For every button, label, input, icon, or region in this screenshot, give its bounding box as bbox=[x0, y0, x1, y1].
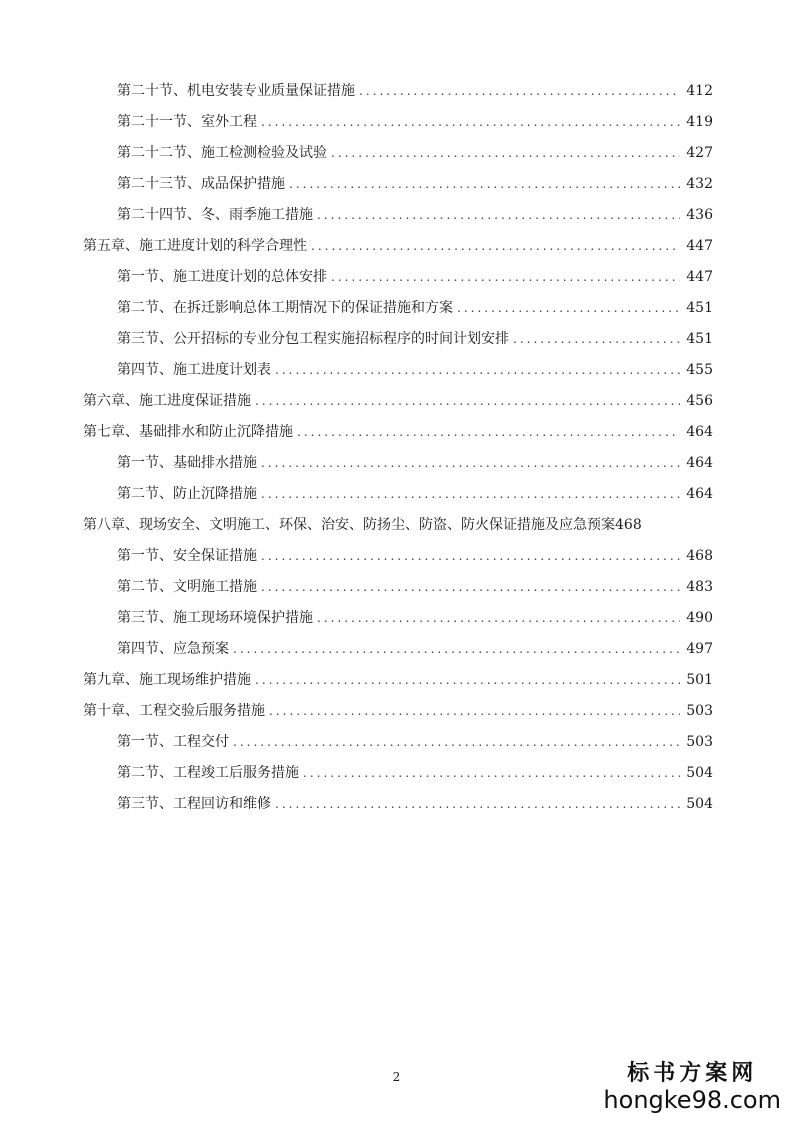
toc-entry-page: 412 bbox=[686, 83, 713, 99]
toc-leader-dots bbox=[289, 177, 680, 191]
toc-chapter-entry bbox=[83, 390, 713, 421]
toc-leader-dots bbox=[255, 673, 680, 687]
toc-entry-label: 第七章、基础排水和防止沉降措施 bbox=[83, 424, 293, 440]
toc-leader-dots bbox=[331, 270, 680, 284]
toc-entry-label: 第二十四节、冬、雨季施工措施 bbox=[117, 207, 313, 223]
toc-entry-page: 468 bbox=[615, 517, 642, 533]
toc-section-entry bbox=[83, 576, 713, 607]
toc-entry-page: 427 bbox=[686, 145, 713, 161]
toc-leader-dots bbox=[255, 394, 680, 408]
toc-leader-dots bbox=[317, 208, 680, 222]
toc-entry-page: 451 bbox=[686, 331, 713, 347]
toc-leader-dots bbox=[275, 363, 680, 377]
toc-entry-page: 419 bbox=[686, 114, 713, 130]
toc-entry-label: 第二节、工程竣工后服务措施 bbox=[117, 765, 299, 781]
toc-leader-dots bbox=[261, 456, 680, 470]
toc-entry-page: 468 bbox=[686, 548, 713, 564]
toc-section-entry bbox=[83, 762, 713, 793]
watermark-text-en: hongke98.com bbox=[603, 1086, 781, 1114]
toc-entry-label: 第一节、基础排水措施 bbox=[117, 455, 257, 471]
toc-section-entry bbox=[83, 793, 713, 824]
toc-entry-label: 第一节、安全保证措施 bbox=[117, 548, 257, 564]
toc-entry-page: 504 bbox=[686, 765, 713, 781]
toc-entry-label: 第二节、防止沉降措施 bbox=[117, 486, 257, 502]
toc-entry-page: 464 bbox=[686, 486, 713, 502]
toc-section-entry bbox=[83, 607, 713, 638]
toc-entry-page: 447 bbox=[686, 238, 713, 254]
toc-entry-label: 第二节、文明施工措施 bbox=[117, 579, 257, 595]
toc-entry-page: 455 bbox=[686, 362, 713, 378]
table-of-contents bbox=[83, 80, 713, 824]
toc-section-entry bbox=[83, 483, 713, 514]
toc-leader-dots bbox=[261, 549, 680, 563]
toc-section-entry bbox=[83, 111, 713, 142]
toc-leader-dots bbox=[513, 332, 680, 346]
toc-entry-label: 第二十节、机电安装专业质量保证措施 bbox=[117, 83, 355, 99]
toc-entry-page: 504 bbox=[686, 796, 713, 812]
toc-section-entry bbox=[83, 638, 713, 669]
toc-entry-label: 第四节、应急预案 bbox=[117, 641, 229, 657]
toc-entry-page: 451 bbox=[686, 300, 713, 316]
watermark-text-cn: 标书方案网 bbox=[627, 1060, 758, 1086]
toc-chapter-entry bbox=[83, 421, 713, 452]
toc-entry-label: 第三节、施工现场环境保护措施 bbox=[117, 610, 313, 626]
toc-entry-label: 第十章、工程交验后服务措施 bbox=[83, 703, 265, 719]
toc-entry-page: 432 bbox=[686, 176, 713, 192]
toc-section-entry bbox=[83, 204, 713, 235]
toc-entry-label: 第二十二节、施工检测检验及试验 bbox=[117, 145, 327, 161]
toc-leader-dots bbox=[303, 766, 680, 780]
toc-leader-dots bbox=[275, 797, 680, 811]
toc-entry-label: 第六章、施工进度保证措施 bbox=[83, 393, 251, 409]
toc-entry-label: 第五章、施工进度计划的科学合理性 bbox=[83, 238, 307, 254]
toc-entry-label: 第二节、在拆迁影响总体工期情况下的保证措施和方案 bbox=[117, 300, 453, 316]
toc-entry-label: 第三节、工程回访和维修 bbox=[117, 796, 271, 812]
toc-leader-dots bbox=[457, 301, 680, 315]
toc-leader-dots bbox=[269, 704, 680, 718]
toc-entry-page: 447 bbox=[686, 269, 713, 285]
toc-leader-dots bbox=[311, 239, 680, 253]
toc-section-entry bbox=[83, 452, 713, 483]
toc-chapter-entry bbox=[83, 669, 713, 700]
toc-entry-label: 第八章、现场安全、文明施工、环保、治安、防扬尘、防盗、防火保证措施及应急预案 bbox=[83, 517, 615, 533]
toc-entry-label: 第一节、工程交付 bbox=[117, 734, 229, 750]
toc-entry-page: 503 bbox=[686, 734, 713, 750]
toc-chapter-entry bbox=[83, 700, 713, 731]
toc-entry-label: 第九章、施工现场维护措施 bbox=[83, 672, 251, 688]
toc-entry-page: 490 bbox=[686, 610, 713, 626]
toc-entry-label: 第二十三节、成品保护措施 bbox=[117, 176, 285, 192]
toc-section-entry bbox=[83, 173, 713, 204]
toc-entry-page: 464 bbox=[686, 455, 713, 471]
toc-entry-page: 501 bbox=[686, 672, 713, 688]
toc-section-entry bbox=[83, 545, 713, 576]
toc-entry-label: 第二十一节、室外工程 bbox=[117, 114, 257, 130]
toc-entry-page: 436 bbox=[686, 207, 713, 223]
toc-leader-dots bbox=[261, 580, 680, 594]
toc-section-entry bbox=[83, 80, 713, 111]
toc-leader-dots bbox=[233, 642, 680, 656]
toc-entry-label: 第三节、公开招标的专业分包工程实施招标程序的时间计划安排 bbox=[117, 331, 509, 347]
toc-leader-dots bbox=[359, 84, 680, 98]
toc-section-entry bbox=[83, 359, 713, 390]
toc-section-entry bbox=[83, 731, 713, 762]
toc-section-entry bbox=[83, 297, 713, 328]
toc-section-entry bbox=[83, 328, 713, 359]
toc-chapter-entry bbox=[83, 514, 713, 545]
toc-leader-dots bbox=[233, 735, 680, 749]
toc-chapter-entry bbox=[83, 235, 713, 266]
toc-entry-page: 503 bbox=[686, 703, 713, 719]
toc-entry-page: 483 bbox=[686, 579, 713, 595]
toc-entry-page: 464 bbox=[686, 424, 713, 440]
toc-entry-label: 第四节、施工进度计划表 bbox=[117, 362, 271, 378]
toc-section-entry bbox=[83, 142, 713, 173]
toc-entry-label: 第一节、施工进度计划的总体安排 bbox=[117, 269, 327, 285]
toc-leader-dots bbox=[261, 115, 680, 129]
watermark-logo bbox=[603, 1060, 781, 1114]
toc-leader-dots bbox=[297, 425, 680, 439]
toc-leader-dots bbox=[317, 611, 680, 625]
page-number: 2 bbox=[392, 1070, 401, 1084]
toc-entry-page: 456 bbox=[686, 393, 713, 409]
toc-leader-dots bbox=[331, 146, 680, 160]
toc-entry-page: 497 bbox=[686, 641, 713, 657]
toc-section-entry bbox=[83, 266, 713, 297]
toc-leader-dots bbox=[261, 487, 680, 501]
